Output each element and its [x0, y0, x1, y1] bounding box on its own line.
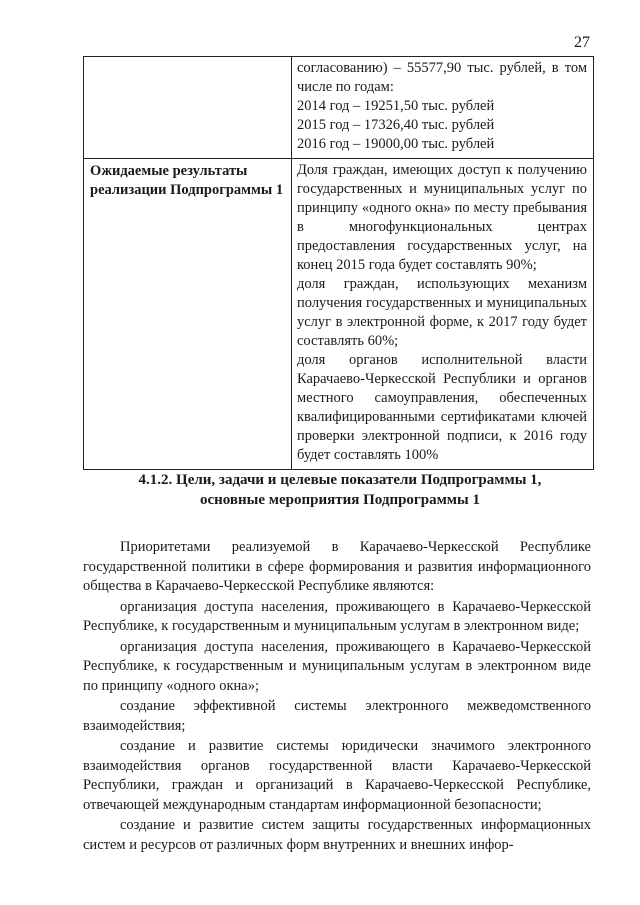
paragraph: организация доступа населения, проживающего в Карачаево-Черкесской Республике, к государственным и муниципальным услугам в электронном виде;	[83, 598, 591, 634]
financing-year-2015: 2015 год – 17326,40 тыс. рублей	[297, 117, 495, 133]
table-row-content-cell	[292, 159, 594, 470]
section-heading	[70, 470, 610, 510]
table-row-label-cell	[84, 57, 292, 159]
paragraph: организация доступа населения, проживающего в Карачаево-Черкесской Республике, к государственным и муниципальным услугам в электронном виде по принципу «одного окна»;	[83, 638, 591, 694]
paragraph: создание и развитие систем защиты государственных информационных систем и ресурсов от различных форм внутренних и внешних инфор-	[83, 817, 591, 853]
table-row-label-cell	[84, 159, 292, 470]
table-row	[84, 57, 594, 159]
expected-results-label: Ожидаемые результаты реализации Подпрограммы 1	[90, 163, 284, 198]
expected-result-item: доля граждан, использующих механизм получения государственных и муниципальных услуг в электронной форме, к 2017 году будет составлять 60%;	[297, 276, 587, 349]
section-heading-line: основные мероприятия Подпрограммы 1	[200, 492, 480, 508]
expected-result-item: Доля граждан, имеющих доступ к получению государственных и муниципальных услуг по принципу «одного окна» по месту пребывания в многофункциональных центрах предоставления государственных услуг, на конец 2015 года будет составлять 90%;	[297, 162, 587, 273]
program-passport-table	[83, 56, 594, 470]
page-number: 27	[574, 34, 590, 51]
table-row-content-cell	[292, 57, 594, 159]
section-heading-line: 4.1.2. Цели, задачи и целевые показатели Подпрограммы 1,	[138, 472, 542, 488]
paragraph: Приоритетами реализуемой в Карачаево-Черкесской Республике государственной политики в сфере формирования и развития информационного общества в Карачаево-Черкесской Республике являются:	[83, 539, 591, 594]
financing-year-2014: 2014 год – 19251,50 тыс. рублей	[297, 98, 495, 114]
financing-year-2016: 2016 год – 19000,00 тыс. рублей	[297, 136, 495, 152]
financing-total-text: согласованию) – 55577,90 тыс. рублей, в том числе по годам:	[297, 60, 587, 95]
expected-result-item: доля органов исполнительной власти Карачаево-Черкесской Республики и органов местного самоуправления, обеспеченных квалифицированными сертификатами ключей проверки электронной подписи, к 2016 году будет составлять 100%	[297, 352, 587, 463]
paragraph: создание и развитие системы юридически значимого электронного взаимодействия органов государственной власти Карачаево-Черкесской Республики, граждан и организаций в Карачаево-Черкесской Республике, отвечающей международным стандартам информационной безопасности;	[83, 738, 591, 813]
table-row	[84, 159, 594, 470]
body-text	[83, 538, 591, 856]
paragraph: создание эффективной системы электронного межведомственного взаимодействия;	[83, 698, 591, 734]
